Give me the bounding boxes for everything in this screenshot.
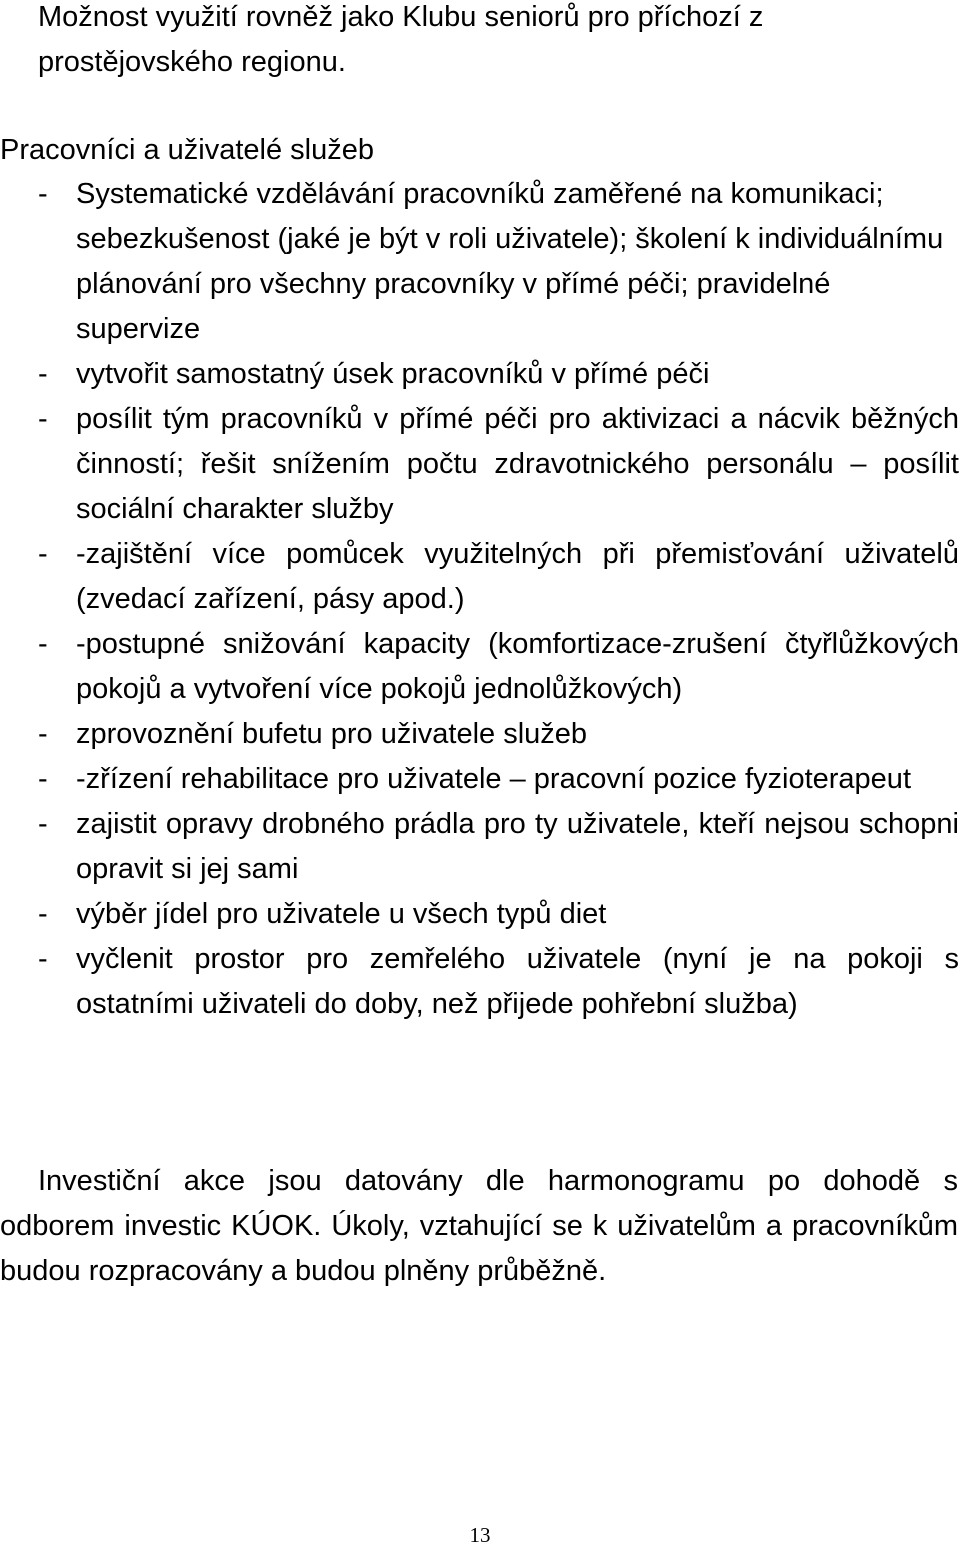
dash-marker: - <box>38 538 48 570</box>
intro-paragraph: Možnost využití rovněž jako Klubu seniorů pro příchozí z prostějovského regionu. <box>38 1 764 78</box>
list-item-text: -zajištění více pomůcek využitelných při přemisťování uživatelů (zvedací zařízení, pásy apod.) <box>76 538 959 615</box>
list-item-text: zajistit opravy drobného prádla pro ty uživatele, kteří nejsou schopni opravit si jej sami <box>76 808 959 885</box>
list-item <box>0 892 960 937</box>
dash-marker: - <box>38 628 48 660</box>
list-item-text: Systematické vzdělávání pracovníků zaměřené na komunikaci; sebezkušenost (jaké je být v roli uživatele); školení k individuálnímu plánování pro všechny pracovníky v přímé péči; pravidelné supervize <box>76 178 944 345</box>
list-item <box>0 622 960 712</box>
bullet-list <box>0 172 960 1027</box>
list-item <box>0 712 960 757</box>
list-item-text: vytvořit samostatný úsek pracovníků v přímé péči <box>76 358 710 390</box>
dash-marker: - <box>38 178 48 210</box>
closing-paragraph: Investiční akce jsou datovány dle harmonogramu po dohodě s odborem investic KÚOK. Úkoly, vztahující se k uživatelům a pracovníkům budou rozpracovány a budou plněny průběžně. <box>0 1165 958 1287</box>
list-item-text: výběr jídel pro uživatele u všech typů diet <box>76 898 607 930</box>
section-heading: Pracovníci a uživatelé služeb <box>0 134 374 166</box>
dash-marker: - <box>38 718 48 750</box>
list-item <box>0 757 960 802</box>
list-item <box>0 532 960 622</box>
list-item-text: zprovoznění bufetu pro uživatele služeb <box>76 718 588 750</box>
list-item-text: -postupné snižování kapacity (komfortizace-zrušení čtyřlůžkových pokojů a vytvoření více pokojů jednolůžkových) <box>76 628 959 705</box>
list-item-text: posílit tým pracovníků v přímé péči pro aktivizaci a nácvik běžných činností; řešit snížením počtu zdravotnického personálu – posílit sociální charakter služby <box>76 403 959 525</box>
dash-marker: - <box>38 763 48 795</box>
dash-marker: - <box>38 943 48 975</box>
list-item <box>0 397 960 532</box>
list-item-text: -zřízení rehabilitace pro uživatele – pracovní pozice fyzioterapeut <box>76 763 911 795</box>
list-item <box>0 172 960 352</box>
dash-marker: - <box>38 808 48 840</box>
dash-marker: - <box>38 403 48 435</box>
list-item-text: vyčlenit prostor pro zemřelého uživatele (nyní je na pokoji s ostatními uživateli do doby, než přijede pohřební služba) <box>76 943 959 1020</box>
list-item <box>0 352 960 397</box>
page-number: 13 <box>469 1523 491 1547</box>
dash-marker: - <box>38 358 48 390</box>
list-item <box>0 937 960 1027</box>
list-item <box>0 802 960 892</box>
dash-marker: - <box>38 898 48 930</box>
